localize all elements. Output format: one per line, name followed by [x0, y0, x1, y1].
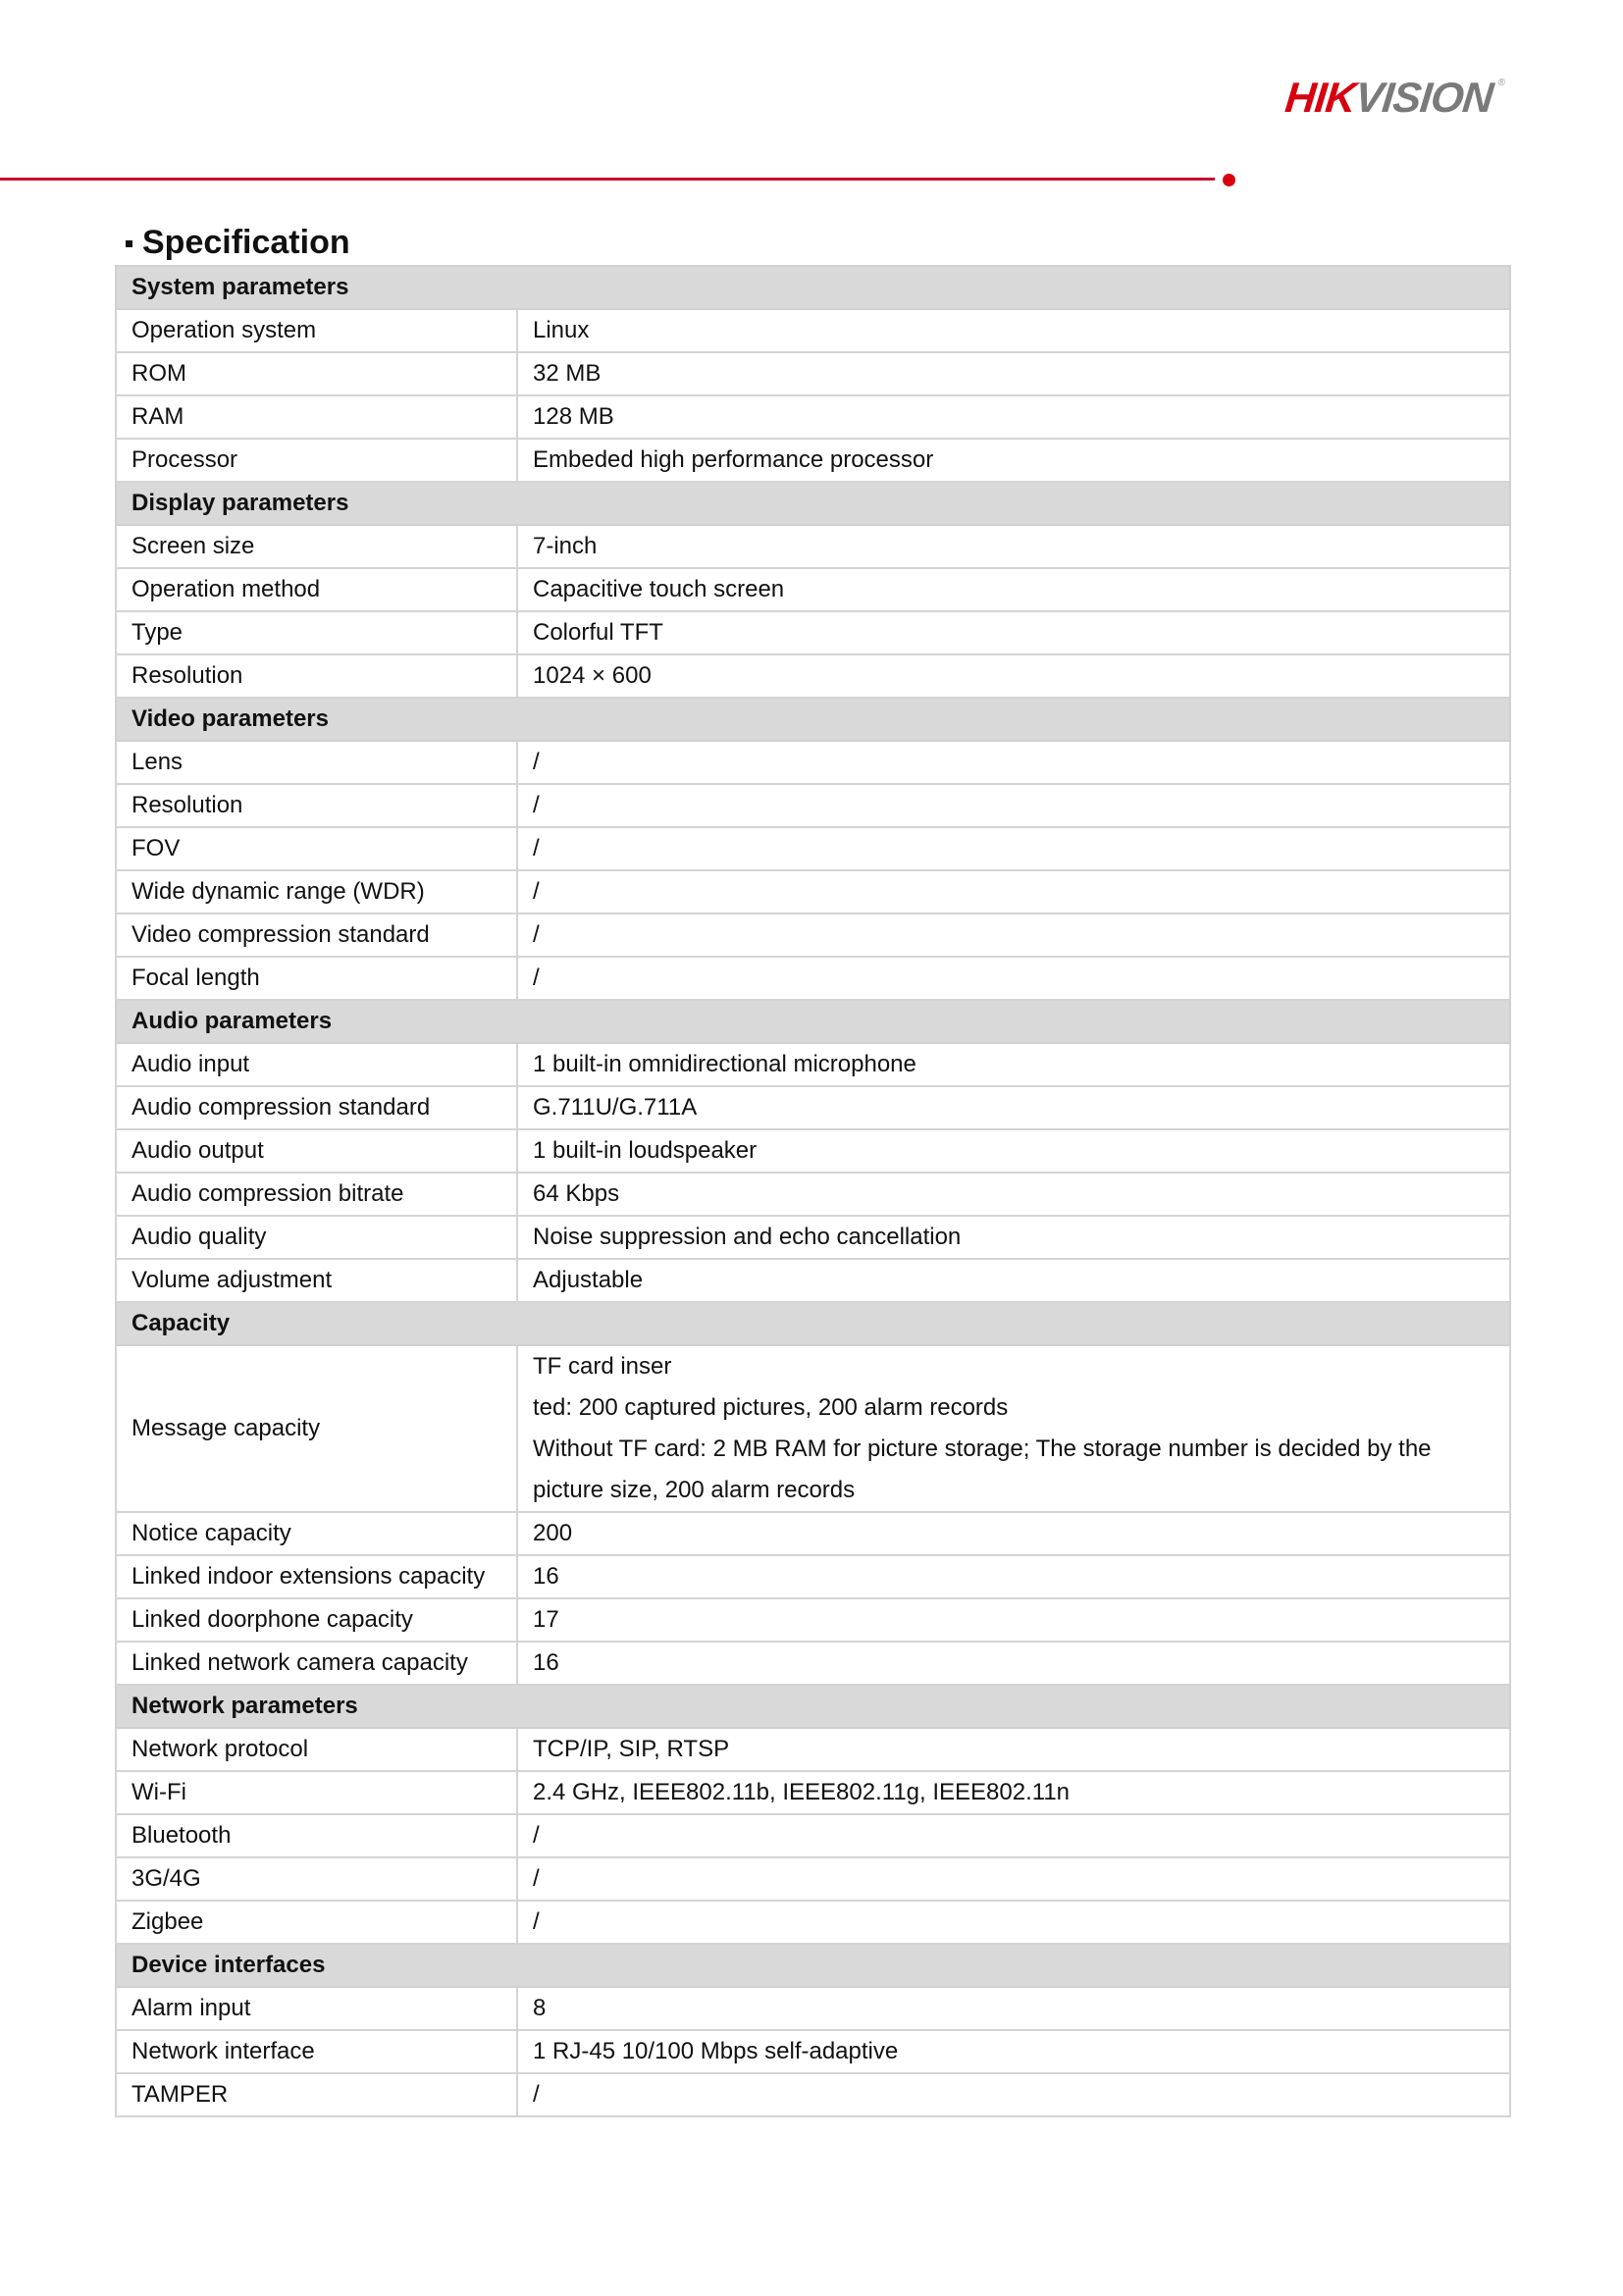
- table-row: [116, 870, 1510, 913]
- table-row: [116, 1259, 1510, 1302]
- table-row: [116, 395, 1510, 439]
- spec-label: Zigbee: [116, 1901, 517, 1944]
- spec-label: TAMPER: [116, 2073, 517, 2116]
- spec-value: [517, 1987, 1510, 2030]
- spec-label: Network protocol: [116, 1728, 517, 1771]
- section-header: [116, 1685, 1510, 1728]
- section-title: Display parameters: [116, 482, 1510, 525]
- section-header: [116, 1944, 1510, 1987]
- spec-label: 3G/4G: [116, 1857, 517, 1901]
- spec-value-line: /: [533, 749, 540, 775]
- spec-value: [517, 309, 1510, 352]
- spec-label: Linked network camera capacity: [116, 1642, 517, 1685]
- table-row: [116, 827, 1510, 870]
- spec-value-line: 1024 × 600: [533, 662, 652, 689]
- spec-label: Type: [116, 611, 517, 654]
- page-title: [126, 222, 350, 263]
- spec-value-line: /: [533, 792, 540, 818]
- spec-value-line: /: [533, 921, 540, 948]
- spec-value: [517, 784, 1510, 827]
- spec-value: [517, 395, 1510, 439]
- section-header: [116, 1302, 1510, 1345]
- title-bullet-icon: [126, 240, 132, 247]
- spec-label: Bluetooth: [116, 1814, 517, 1857]
- spec-value-line: /: [533, 878, 540, 905]
- spec-value: [517, 439, 1510, 482]
- spec-value: [517, 1129, 1510, 1173]
- spec-value-line: 1 RJ-45 10/100 Mbps self-adaptive: [533, 2038, 899, 2064]
- spec-value-line: /: [533, 2081, 540, 2108]
- spec-label: RAM: [116, 395, 517, 439]
- table-row: [116, 1345, 1510, 1512]
- spec-label: Processor: [116, 439, 517, 482]
- table-row: [116, 741, 1510, 784]
- spec-label: Audio quality: [116, 1216, 517, 1259]
- spec-value: [517, 1598, 1510, 1642]
- spec-value-line: 128 MB: [533, 403, 614, 430]
- section-header: [116, 266, 1510, 309]
- spec-value: [517, 913, 1510, 957]
- spec-label: Video compression standard: [116, 913, 517, 957]
- spec-label: Network interface: [116, 2030, 517, 2073]
- table-row: [116, 1086, 1510, 1129]
- header-divider: [0, 178, 1215, 181]
- spec-value: [517, 525, 1510, 568]
- spec-label: Operation system: [116, 309, 517, 352]
- spec-value-line: 32 MB: [533, 360, 602, 387]
- section-header: [116, 698, 1510, 741]
- spec-value: [517, 827, 1510, 870]
- spec-value: [517, 1043, 1510, 1086]
- spec-value: [517, 1512, 1510, 1555]
- spec-value-line: G.711U/G.711A: [533, 1094, 698, 1121]
- spec-value: [517, 1345, 1510, 1512]
- spec-label: ROM: [116, 352, 517, 395]
- section-header: [116, 1000, 1510, 1043]
- spec-label: Audio compression bitrate: [116, 1173, 517, 1216]
- spec-value: [517, 1814, 1510, 1857]
- spec-label: Alarm input: [116, 1987, 517, 2030]
- spec-value: [517, 870, 1510, 913]
- spec-value: [517, 1259, 1510, 1302]
- spec-value-line: 2.4 GHz, IEEE802.11b, IEEE802.11g, IEEE802.11n: [533, 1779, 1071, 1805]
- spec-value: [517, 1086, 1510, 1129]
- table-row: [116, 568, 1510, 611]
- spec-label: Wi-Fi: [116, 1771, 517, 1814]
- spec-value-line: Linux: [533, 317, 590, 343]
- table-row: [116, 913, 1510, 957]
- spec-value-line: /: [533, 965, 540, 991]
- spec-label: Audio compression standard: [116, 1086, 517, 1129]
- spec-value-line: TCP/IP, SIP, RTSP: [533, 1736, 730, 1762]
- table-row: [116, 1728, 1510, 1771]
- table-row: [116, 1129, 1510, 1173]
- section-title: Video parameters: [116, 698, 1510, 741]
- spec-value-line: Colorful TFT: [533, 619, 663, 646]
- spec-value: [517, 1216, 1510, 1259]
- table-row: [116, 2030, 1510, 2073]
- table-row: [116, 525, 1510, 568]
- table-row: [116, 1043, 1510, 1086]
- spec-value-line: 16: [533, 1563, 559, 1590]
- spec-label: Notice capacity: [116, 1512, 517, 1555]
- spec-label: FOV: [116, 827, 517, 870]
- spec-value: [517, 611, 1510, 654]
- page-title-text: Specification: [142, 224, 350, 261]
- spec-value: [517, 957, 1510, 1000]
- table-row: [116, 1216, 1510, 1259]
- spec-label: Linked indoor extensions capacity: [116, 1555, 517, 1598]
- spec-label: Operation method: [116, 568, 517, 611]
- spec-value: [517, 1771, 1510, 1814]
- table-row: [116, 784, 1510, 827]
- spec-value-line: Adjustable: [533, 1267, 644, 1293]
- spec-value: [517, 1901, 1510, 1944]
- spec-value-line: 1 built-in omnidirectional microphone: [533, 1051, 916, 1077]
- table-row: [116, 1901, 1510, 1944]
- spec-value: [517, 1173, 1510, 1216]
- spec-value: [517, 741, 1510, 784]
- section-title: Audio parameters: [116, 1000, 1510, 1043]
- table-row: [116, 439, 1510, 482]
- spec-value-line: TF card inser: [533, 1353, 672, 1380]
- spec-value: [517, 1555, 1510, 1598]
- table-row: [116, 1857, 1510, 1901]
- spec-label: Audio output: [116, 1129, 517, 1173]
- spec-value: [517, 654, 1510, 698]
- spec-value-line: Without TF card: 2 MB RAM for picture storage; The storage number is decided by the: [533, 1435, 1432, 1462]
- spec-value: [517, 1642, 1510, 1685]
- spec-value: [517, 1728, 1510, 1771]
- spec-value-line: /: [533, 1822, 540, 1849]
- spec-value: [517, 568, 1510, 611]
- table-row: [116, 352, 1510, 395]
- table-row: [116, 1512, 1510, 1555]
- spec-value: [517, 352, 1510, 395]
- hikvision-logo: [1283, 77, 1505, 120]
- table-row: [116, 611, 1510, 654]
- section-title: Network parameters: [116, 1685, 1510, 1728]
- spec-value-line: ted: 200 captured pictures, 200 alarm records: [533, 1394, 1009, 1421]
- spec-value-line: /: [533, 1908, 540, 1935]
- table-row: [116, 957, 1510, 1000]
- spec-label: Audio input: [116, 1043, 517, 1086]
- spec-value-line: 16: [533, 1649, 559, 1676]
- spec-label: Message capacity: [116, 1345, 517, 1512]
- logo-vision-text: VISION: [1352, 75, 1495, 122]
- spec-value-line: picture size, 200 alarm records: [533, 1477, 856, 1503]
- spec-value-line: /: [533, 835, 540, 861]
- table-row: [116, 1987, 1510, 2030]
- section-title: Device interfaces: [116, 1944, 1510, 1987]
- table-row: [116, 1642, 1510, 1685]
- table-row: [116, 1598, 1510, 1642]
- spec-label: Volume adjustment: [116, 1259, 517, 1302]
- specification-table: [115, 265, 1511, 2117]
- spec-value: [517, 1857, 1510, 1901]
- spec-label: Screen size: [116, 525, 517, 568]
- table-row: [116, 1771, 1510, 1814]
- spec-value-line: Capacitive touch screen: [533, 576, 785, 602]
- table-row: [116, 654, 1510, 698]
- spec-value: [517, 2073, 1510, 2116]
- spec-label: Wide dynamic range (WDR): [116, 870, 517, 913]
- registered-mark: ®: [1496, 78, 1505, 88]
- spec-label: Resolution: [116, 784, 517, 827]
- spec-label: Linked doorphone capacity: [116, 1598, 517, 1642]
- table-row: [116, 1555, 1510, 1598]
- spec-value-line: 8: [533, 1995, 547, 2021]
- table-row: [116, 1814, 1510, 1857]
- spec-value-line: Noise suppression and echo cancellation: [533, 1224, 962, 1250]
- spec-label: Resolution: [116, 654, 517, 698]
- spec-value-line: 200: [533, 1520, 573, 1546]
- section-title: Capacity: [116, 1302, 1510, 1345]
- spec-value-line: 7-inch: [533, 533, 598, 559]
- spec-value-line: /: [533, 1865, 540, 1892]
- section-title: System parameters: [116, 266, 1510, 309]
- spec-value-line: 64 Kbps: [533, 1180, 620, 1207]
- table-row: [116, 2073, 1510, 2116]
- header-divider-dot: [1223, 174, 1235, 186]
- spec-value-line: Embeded high performance processor: [533, 446, 934, 473]
- section-header: [116, 482, 1510, 525]
- spec-value-line: 17: [533, 1606, 559, 1633]
- spec-label: Lens: [116, 741, 517, 784]
- table-row: [116, 1173, 1510, 1216]
- spec-value: [517, 2030, 1510, 2073]
- table-row: [116, 309, 1510, 352]
- logo-hik-text: HIK: [1283, 75, 1358, 122]
- spec-label: Focal length: [116, 957, 517, 1000]
- spec-value-line: 1 built-in loudspeaker: [533, 1137, 758, 1164]
